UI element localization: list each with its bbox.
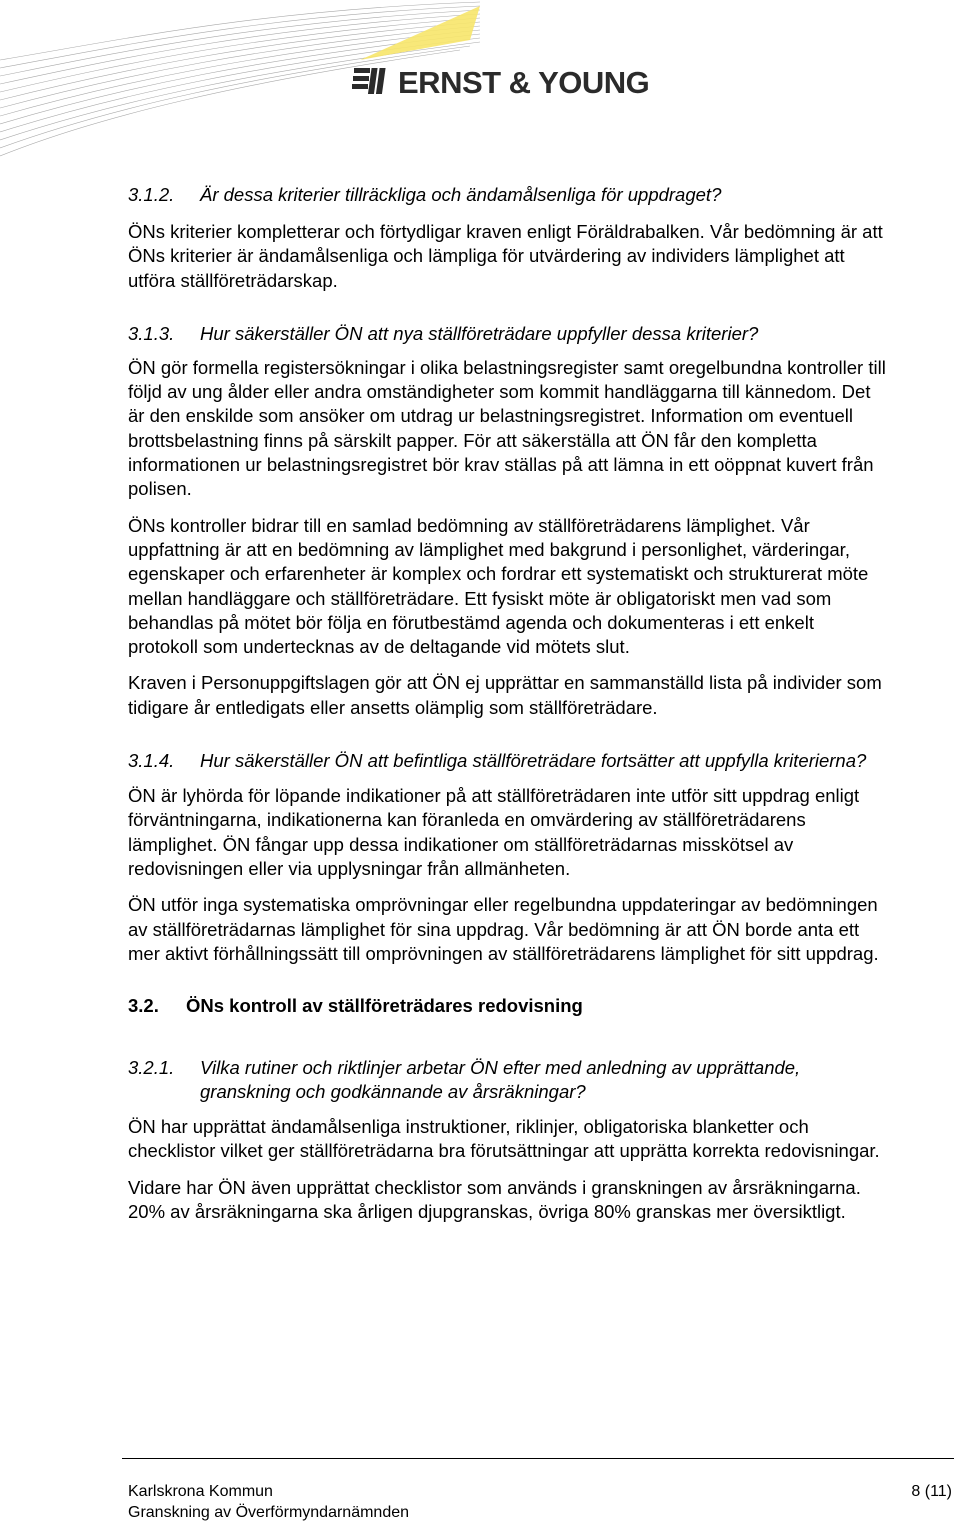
- section-heading-3-1-4: [128, 749, 888, 773]
- section-number: 3.2.1.: [128, 1057, 175, 1079]
- section-heading-3-2-1: [128, 1056, 888, 1104]
- footer-organization: Karlskrona Kommun: [128, 1483, 273, 1500]
- company-logo: [352, 62, 649, 102]
- section-heading-3-1-2: [128, 183, 888, 207]
- section-heading-3-1-3: [128, 322, 888, 346]
- paragraph: ÖNs kriterier kompletterar och förtydligar kraven enligt Föräldrabalken. Vår bedömning är att ÖNs kriterier är ändamålsenliga och lämpliga för utvärdering av individers lämplighet att utföra ställföreträdarskap.: [128, 221, 883, 291]
- page-number: 8 (11): [911, 1483, 952, 1500]
- paragraph: ÖN är lyhörda för löpande indikationer på att ställföreträdaren inte utför sitt uppdrag enligt förväntningarna, indikationerna kan föranleda en omvärdering av ställföreträdarens lämplighet. ÖN fångar upp dessa indikationer om ställföreträdarnas misskötsel av redovisningen eller via upplysningar från allmänheten.: [128, 785, 860, 879]
- section-title: Vilka rutiner och riktlinjer arbetar ÖN efter med anledning av upprättande, granskning och godkännande av årsräkningar?: [200, 1057, 801, 1103]
- logo-mark-icon: [352, 65, 392, 99]
- paragraph: ÖN utför inga systematiska omprövningar eller regelbundna uppdateringar av bedömningen av ställföreträdarnas lämplighet för sina uppdrag. Vår bedömning är att ÖN borde anta ett mer aktivt förhållningssätt till omprövningen av ställföreträdarens lämplighet för sitt uppdrag.: [128, 894, 879, 964]
- section-number: 3.1.3.: [128, 322, 175, 344]
- footer: [128, 1481, 409, 1523]
- paragraph: ÖN har upprättat ändamålsenliga instruktioner, riklinjer, obligatoriska blanketter och checklistor vilket ger ställföreträdarna bra förutsättningar att upprätta korrekta redovisningar.: [128, 1116, 880, 1162]
- paragraph: Vidare har ÖN även upprättat checklistor som används i granskningen av årsräkningarna. 20% av årsräkningarna ska årligen djupgranskas, övriga 80% granskas mer översiktligt.: [128, 1176, 861, 1223]
- section-title: Är dessa kriterier tillräckliga och ändamålsenliga för uppdraget?: [200, 184, 722, 205]
- paragraph: ÖN gör formella registersökningar i olika belastningsregister samt oregelbundna kontroller till följd av ung ålder eller andra omständigheter som kommit handläggarna till kännedom. Det är den enskilde som ansöker om utdrag ur belastningsregistret. Information om eventuell brottsbelastning finns på särskilt papper. För att säkerställa att ÖN får den kompletta informationen ur belastningsregistret bör krav ställas på att lämna in ett oöppnat kuvert från polisen.: [128, 356, 886, 500]
- section-number: 3.1.4.: [128, 750, 175, 772]
- footer-divider: [122, 1458, 954, 1459]
- document-body: [128, 183, 888, 1224]
- footer-report-title: Granskning av Överförmyndarnämnden: [128, 1504, 410, 1521]
- paragraph: Kraven i Personuppgiftslagen gör att ÖN ej upprättar en sammanställd lista på individer som tidigare år entledigats eller ansetts olämplig som ställföreträdare.: [128, 672, 882, 718]
- logo-text: ERNST & YOUNG: [398, 64, 650, 100]
- section-number: 3.2.: [128, 995, 159, 1017]
- section-heading-3-2: [128, 994, 888, 1018]
- section-number: 3.1.2.: [128, 184, 175, 205]
- section-title: ÖNs kontroll av ställföreträdares redovisning: [186, 995, 583, 1017]
- section-title: Hur säkerställer ÖN att nya ställföreträdare uppfyller dessa kriterier?: [200, 322, 759, 344]
- paragraph: ÖNs kontroller bidrar till en samlad bedömning av ställföreträdarens lämplighet. Vår uppfattning är att en bedömning av lämplighet med bakgrund i personlighet, värderingar, egenskaper och erfarenheter är komplex och fordrar ett systematiskt och strukturerat möte mellan handläggare och ställföreträdare. Ett fysiskt möte är obligatoriskt men vad som behandlas på mötet bör följa en förutbestämd agenda och dokumenteras i ett enkelt protokoll som undertecknas av de deltagande vid mötets slut.: [128, 514, 869, 658]
- section-title: Hur säkerställer ÖN att befintliga ställföreträdare fortsätter att uppfylla kriterierna?: [200, 750, 867, 772]
